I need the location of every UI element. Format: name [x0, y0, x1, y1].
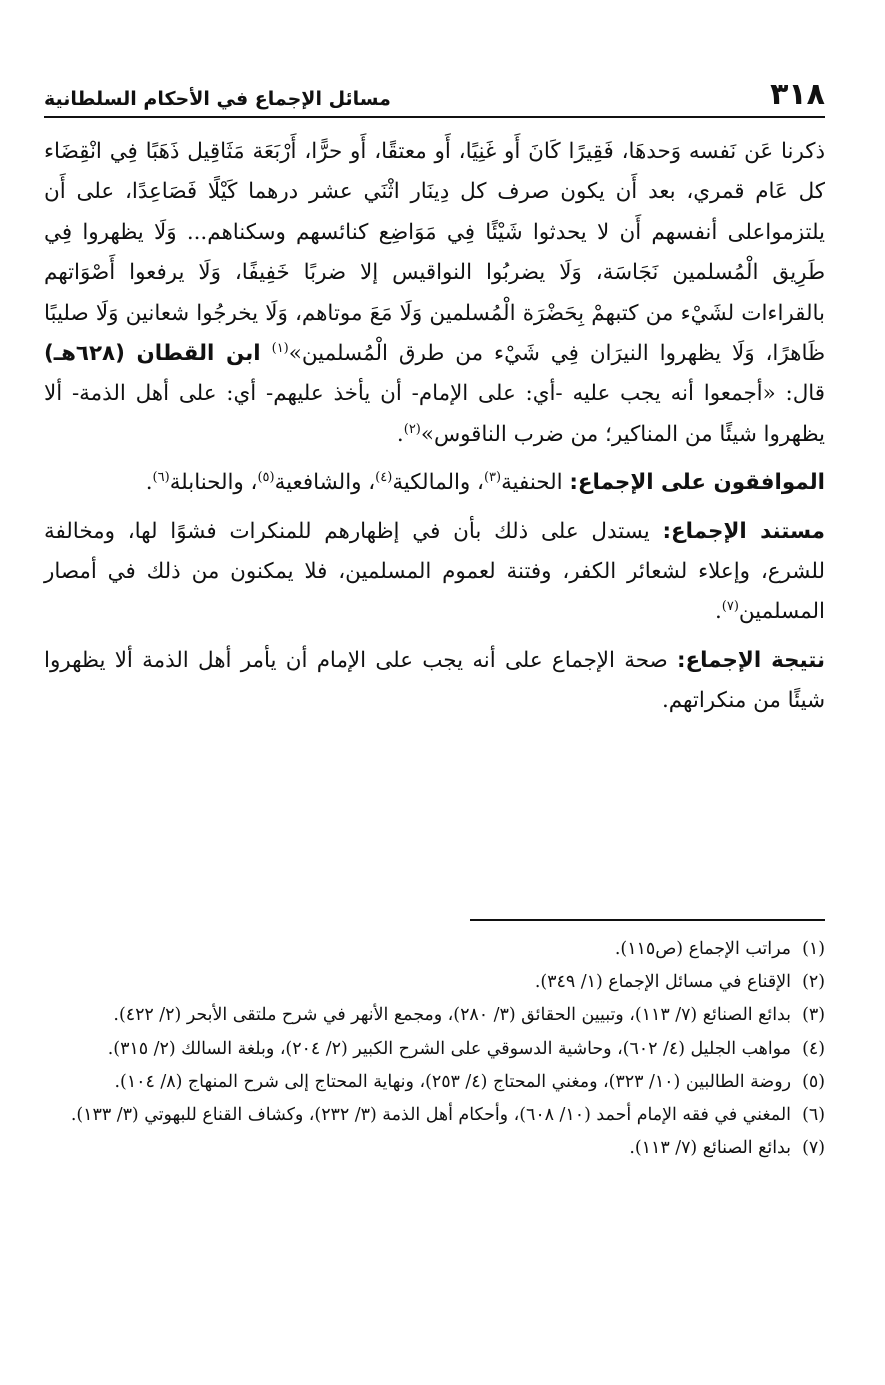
sentence-end: .	[396, 421, 404, 447]
footnote-text: بدائع الصنائع (٧/ ١١٣).	[629, 1138, 791, 1159]
result-label: نتيجة الإجماع:	[676, 647, 825, 673]
footnote-ref-3: (٣)	[483, 470, 502, 486]
footnote-number: (٧)	[802, 1138, 825, 1159]
footnote-text: المغني في فقه الإمام أحمد (١٠/ ٦٠٨)، وأحكام أهل الذمة (٣/ ٢٣٢)، وكشاف القناع للبهوتي (٣/ ١٣٣).	[70, 1105, 791, 1126]
footnote-number: (٤)	[802, 1038, 825, 1059]
footnote-ref-2: (٢)	[403, 421, 421, 437]
running-title: مسائل الإجماع في الأحكام السلطانية	[44, 88, 391, 111]
footnote-number: (١)	[802, 939, 825, 959]
page-header	[44, 66, 825, 118]
sentence-end: .	[145, 470, 153, 496]
footnote-text: مواهب الجليل (٤/ ٦٠٢)، وحاشية الدسوقي على الشرح الكبير (٢/ ٢٠٤)، وبلغة السالك (٢/ ٣١٥).	[107, 1038, 791, 1059]
footnote-ref-4: (٤)	[375, 470, 393, 486]
footnote-number: (٣)	[802, 1005, 825, 1026]
paragraph-result	[44, 641, 825, 722]
paragraph-agreeing	[44, 463, 825, 503]
school-hanbali: ، والحنابلة	[169, 470, 258, 496]
quote-text-2: قال: «أجمعوا أنه يجب عليه -أي: على الإمام- أن يأخذ عليهم- أي: على أهل الذمة- ألا يظهروا شيئًا من المناكير؛ من ضرب الناقوس»	[44, 381, 825, 447]
footnote-item	[44, 1133, 825, 1163]
page-number: ٣١٨	[770, 77, 825, 112]
footnote-item	[44, 934, 825, 964]
footnotes	[44, 934, 825, 1166]
quote-text: ذكرنا عَن نَفسه وَحدهَا، فَقِيرًا كَانَ أَو غَنِيًا، أَو معتقًا، أَو حرًّا، أَرْبَعَة مَثَاقِيل ذَهَبًا فِي انْقِضَاء كل عَام قمري، بعد أَن يكون صرف كل دِينَار اثْنَي عشر درهما كَيْلًا فَصَاعِدًا، على أَن يلتزمواعلى أنفسهم أَن لا يحدثوا شَيْئًا فِي مَوَاضِع كنائسهم وسكناهم... وَلَا يظهروا فِي طَرِيق الْمُسلمين نَجَاسَة، وَلَا يضربُوا النواقيس إلا ضربًا خَفِيفًا، وَلَا يرفعوا أَصْوَاتهم بالقراءات لشَيْء من كتبهمْ بِحَضْرَة الْمُسلمين وَلَا مَعَ موتاهم، وَلَا يخرجُوا شعانين وَلَا صليبًا ظَاهرًا، وَلَا يظهروا النيرَان فِي شَيْء من طرق الْمُسلمين»	[44, 139, 826, 367]
scholar-name: ابن القطان (٦٢٨هـ)	[44, 341, 261, 367]
footnote-ref-5: (٥)	[257, 470, 275, 486]
footnote-text: مراتب الإجماع (ص١١٥).	[614, 939, 791, 959]
footnote-number: (٢)	[802, 972, 825, 993]
footnote-ref-6: (٦)	[152, 470, 170, 486]
footnote-text: الإقناع في مسائل الإجماع (١/ ٣٤٩).	[534, 972, 791, 993]
footnote-ref-7: (٧)	[721, 599, 739, 615]
school-shafii: ، والشافعية	[274, 470, 376, 496]
school-hanafi: الحنفية	[501, 470, 563, 496]
footnote-divider	[470, 919, 825, 921]
agreeing-label: الموافقون على الإجماع:	[569, 470, 825, 496]
main-text	[44, 132, 825, 722]
footnote-item	[44, 1000, 825, 1030]
sentence-end: .	[714, 599, 722, 625]
basis-text: يستدل على ذلك بأن في إظهارهم للمنكرات فشوًا لها، ومخالفة للشرع، وإعلاء لشعائر الكفر، وفتنة لعموم المسلمين، فلا يمكنون من ذلك في أمصار المسلمين	[44, 518, 825, 625]
school-maliki: ، والمالكية	[392, 470, 484, 496]
footnote-item	[44, 967, 825, 997]
footnote-text: روضة الطالبين (١٠/ ٣٢٣)، ومغني المحتاج (٤/ ٢٥٣)، ونهاية المحتاج إلى شرح المنهاج (٨/ ١٠٤).	[114, 1071, 791, 1092]
result-text: صحة الإجماع على أنه يجب على الإمام أن يأمر أهل الذمة ألا يظهروا شيئًا من منكراتهم.	[44, 647, 825, 714]
footnote-text: بدائع الصنائع (٧/ ١١٣)، وتبيين الحقائق (٣/ ٢٨٠)، ومجمع الأنهر في شرح ملتقى الأبحر (٢/ ٤٢٢).	[113, 1005, 791, 1026]
paragraph-basis	[44, 512, 825, 633]
footnote-item	[44, 1034, 825, 1064]
footnote-item	[44, 1100, 825, 1130]
footnote-item	[44, 1067, 825, 1097]
paragraph-quote	[44, 132, 825, 455]
footnote-ref-1: (١)	[271, 340, 289, 356]
footnote-number: (٥)	[802, 1071, 825, 1092]
basis-label: مستند الإجماع:	[662, 518, 825, 544]
footnote-number: (٦)	[802, 1105, 825, 1126]
